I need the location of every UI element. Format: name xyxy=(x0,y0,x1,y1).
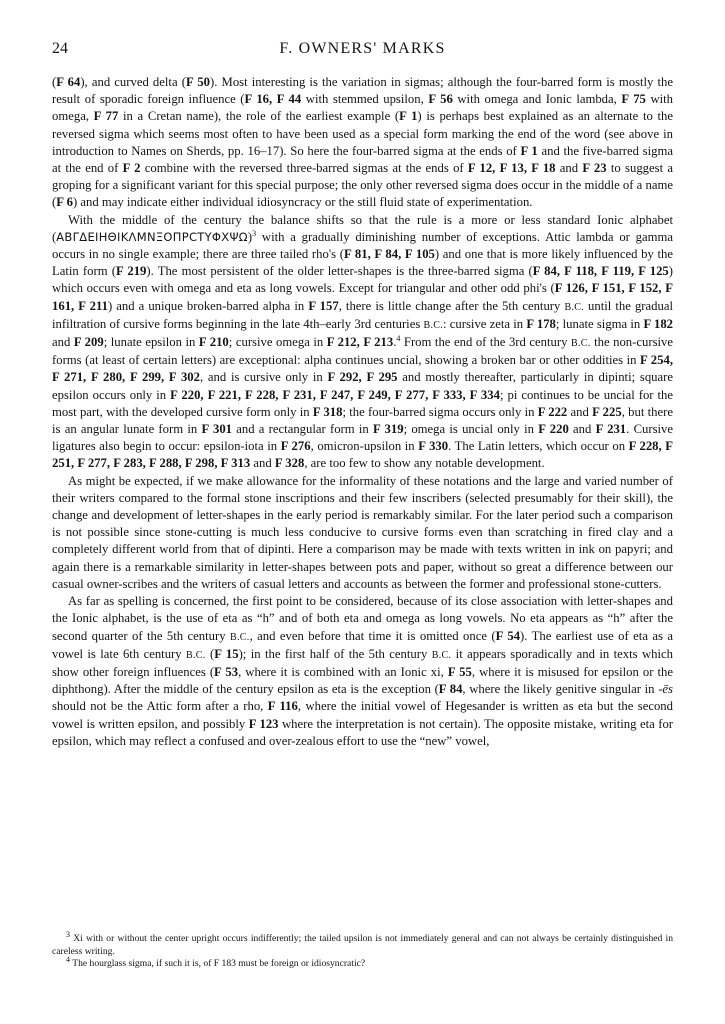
paragraph xyxy=(52,74,673,212)
paragraph xyxy=(52,473,673,593)
text-run: , where it is misused for epsilon or the diphthong). After the middle of the century epsilon as eta is the exception ( xyxy=(52,664,674,697)
catalog-reference: F 254, F 271, F 280, F 299, F 302 xyxy=(52,353,674,385)
text-run: with a gradually diminishing number of exceptions. Attic lambda or gamma occurs in no single example; there are three tailed rho's ( xyxy=(52,229,673,262)
catalog-reference: F 75 xyxy=(621,92,646,107)
catalog-reference: F 231 xyxy=(595,422,627,437)
catalog-reference: F 209 xyxy=(73,335,104,350)
italic-term: -ēs xyxy=(658,682,673,697)
text-run: ; cursive omega in xyxy=(228,335,327,350)
footnote xyxy=(52,955,673,971)
paragraph xyxy=(52,212,673,473)
catalog-reference: F 301 xyxy=(201,422,233,437)
text-run: , where the likely genitive singular in xyxy=(462,682,659,697)
text-run: until the gradual infiltration of cursive forms beginning in the late 4th–early 3rd centuries xyxy=(52,298,673,331)
greek-alphabet: ΑΒΓΔΕΙΗΘΙΚΛΜΝΞΟΠΡϹΤΥΦΧΨΩ xyxy=(56,229,248,244)
catalog-reference: F 318 xyxy=(312,404,343,419)
text-run: As might be expected, if we make allowance for the informality of these notations and the large and varied number of their writers compared to the formal stone inscriptions and their few inscribers (selected presumably for their skill), the change and development of letter-shapes in the early period is remarkably similar. For the later period such a comparison is not possible since stone-cutting is much less conducive to cursive forms even than scratching in fired clay and a completely different world from that of dipinti. Here a comparison may be made with texts written in ink on papyri; and again there is a remarkable similarity in letter-shapes between pots and paper, without so great a difference between our casual owner-scribes and the writers of casual letters and accounts as between the former and professional stone-cutters. xyxy=(52,473,673,591)
era-abbrev: B.C. xyxy=(230,631,250,643)
footnote xyxy=(52,929,673,958)
catalog-reference: F 116 xyxy=(267,699,298,714)
catalog-reference: F 1 xyxy=(399,109,418,124)
catalog-reference: F 84, F 118, F 119, F 125 xyxy=(532,264,669,279)
text-run: and a rectangular form in xyxy=(232,422,373,437)
catalog-reference: F 220, F 221, F 228, F 231, F 247, F 249, F 277, F 333, F 334 xyxy=(170,387,500,402)
catalog-reference: F 54 xyxy=(495,628,521,643)
era-abbrev: B.C. xyxy=(564,301,584,313)
catalog-reference: F 330 xyxy=(418,439,449,454)
catalog-reference: F 64 xyxy=(56,75,81,89)
catalog-reference: F 16, F 44 xyxy=(244,92,302,107)
catalog-reference: F 212, F 213 xyxy=(326,335,394,350)
text-run: the non-cursive forms (at least of certain letters) are exceptional: alpha continues uncial, showing a broken bar or other oddities in xyxy=(52,335,674,368)
text-run: with omega, xyxy=(52,92,674,124)
catalog-reference: F 84 xyxy=(438,682,463,697)
text-run: . Cursive ligatures also begin to occur: epsilon-iota in xyxy=(52,422,674,454)
text-run: ); in the first half of the 5th century xyxy=(238,646,432,661)
footnote-mark: 3 xyxy=(66,929,70,939)
text-run: with stemmed upsilon, xyxy=(301,92,429,107)
text-run: ) which occurs even with omega and eta as long vowels. Except for triangular and other odd phi's ( xyxy=(52,264,673,296)
text-run: . The Latin letters, which occur on xyxy=(448,439,629,454)
text-run: , but there is an angular lunate form in xyxy=(52,404,673,437)
text-run: ( xyxy=(52,75,57,89)
catalog-reference: F 126, F 151, F 152, F 161, F 211 xyxy=(52,281,673,313)
text-run: , omicron-upsilon in xyxy=(310,439,419,454)
text-run: ; lunate epsilon in xyxy=(103,335,199,350)
text-run: : cursive zeta in xyxy=(443,316,527,331)
text-run: . xyxy=(393,335,397,350)
text-run: ) and a unique broken-barred alpha in xyxy=(107,298,309,313)
footnote-ref: 3 xyxy=(252,228,257,238)
era-abbrev: B.C. xyxy=(571,338,591,350)
text-run: and xyxy=(555,161,583,176)
catalog-reference: F 220 xyxy=(538,422,569,437)
text-run: combine with the reversed three-barred sigmas at the ends of xyxy=(140,161,468,176)
catalog-reference: F 319 xyxy=(373,422,404,437)
catalog-reference: F 222 xyxy=(537,404,568,419)
text-run: With the middle of the century the balance shifts so that the rule is a more or less standard Ionic alphabet ( xyxy=(52,212,673,244)
catalog-reference: F 292, F 295 xyxy=(327,370,398,385)
text-run: ). The most persistent of the older letter-shapes is the three-barred sigma ( xyxy=(146,264,533,279)
catalog-reference: F 182 xyxy=(643,316,674,331)
text-run: ), and curved delta ( xyxy=(80,75,186,89)
catalog-reference: F 228, F 251, F 277, F 283, F 288, F 298, F 313 xyxy=(52,439,674,471)
text-run: ) xyxy=(247,229,253,244)
paragraph xyxy=(52,593,673,750)
era-abbrev: B.C. xyxy=(423,319,444,331)
text-run: to suggest a groping for a significant variant for this special purpose; the only other reversed sigma does occur in the middle of a name ( xyxy=(52,161,673,210)
running-head: F. OWNERS' MARKS xyxy=(279,40,446,57)
footnote-mark: 4 xyxy=(66,955,70,964)
catalog-reference: F 55 xyxy=(447,664,472,679)
text-run: where the interpretation is not certain). The opposite mistake, writing eta for epsilon, which may reflect a confused and over-zealous effort to use the “new” vowel, xyxy=(52,716,674,748)
catalog-reference: F 225 xyxy=(592,404,622,419)
text-run: , and even before that time it is omitted once ( xyxy=(249,628,496,643)
text-run: it appears sporadically and in texts which show other foreign influences ( xyxy=(52,646,674,679)
catalog-reference: F 210 xyxy=(198,335,229,350)
footnote-text: The hourglass sigma, if such it is, of F 183 must be foreign or idiosyncratic? xyxy=(70,958,366,970)
text-run: , where it is combined with an Ionic xi, xyxy=(238,664,448,679)
footnotes xyxy=(52,929,673,971)
text-run: in a Cretan name), the role of the earliest example ( xyxy=(118,109,400,124)
text-run: ; omega is uncial only in xyxy=(403,422,539,437)
catalog-reference: F 6 xyxy=(56,195,74,210)
catalog-reference: F 81, F 84, F 105 xyxy=(343,247,435,262)
text-run: and the five-barred sigma at the end of xyxy=(52,143,673,176)
text-run: , there is little change after the 5th century xyxy=(338,298,565,313)
catalog-reference: F 77 xyxy=(93,109,119,124)
text-run: , where the initial vowel of Hegesander is written as eta but the second vowel is written epsilon, and possibly xyxy=(52,699,673,731)
catalog-reference: F 15 xyxy=(214,646,239,661)
text-run: and xyxy=(568,422,596,437)
text-run: ) is perhaps best explained as an alternate to the reversed sigma which seems most often to have been used as a special form marking the end of the word (see above in introduction to Names on Sherds, pp. 16–17). So here the four-barred sigma at the ends of xyxy=(52,109,674,158)
text-run: and xyxy=(250,456,275,471)
text-run: and xyxy=(52,335,74,350)
text-run: ; pi continues to be uncial for the most part, with the developed cursive form only in xyxy=(52,387,673,419)
catalog-reference: F 219 xyxy=(115,264,147,279)
text-run: ). Most interesting is the variation in sigmas; although the four-barred form is mostly the result of sporadic foreign influence ( xyxy=(52,75,674,107)
text-run: and xyxy=(567,404,593,419)
catalog-reference: F 50 xyxy=(185,75,211,89)
catalog-reference: F 56 xyxy=(428,92,453,107)
catalog-reference: F 328 xyxy=(274,456,305,471)
era-abbrev: B.C. xyxy=(186,649,206,661)
text-run: As far as spelling is concerned, the first point to be considered, because of its close association with letter-shapes and the Ionic alphabet, is the use of eta as “h” and of both eta and omega as long vowels. No eta appears as “h” after the second quarter of the 5th century xyxy=(52,594,673,643)
catalog-reference: F 157 xyxy=(308,298,339,313)
catalog-reference: F 53 xyxy=(214,664,239,679)
text-run: should not be the Attic form after a rho, xyxy=(52,699,268,714)
text-run: with omega and Ionic lambda, xyxy=(452,92,622,107)
page-header xyxy=(52,40,673,64)
catalog-reference: F 2 xyxy=(122,161,141,176)
era-abbrev: B.C. xyxy=(431,649,452,661)
catalog-reference: F 123 xyxy=(248,716,279,731)
text-run: From the end of the 3rd century xyxy=(400,335,571,350)
catalog-reference: F 276 xyxy=(280,439,311,454)
footnote-ref: 4 xyxy=(396,333,401,343)
catalog-reference: F 23 xyxy=(582,161,607,176)
text-run: ; the four-barred sigma occurs only in xyxy=(342,404,538,419)
text-run: and mostly thereafter, particularly in dipinti; square epsilon occurs only in xyxy=(52,370,673,402)
footnote-text: Xi with or without the center upright occurs indifferently; the tailed upsilon is not immediately general and can not always be certainly distinguished in careless writing. xyxy=(52,933,673,957)
text-run: , and is cursive only in xyxy=(199,370,328,385)
catalog-reference: F 12, F 13, F 18 xyxy=(467,161,556,176)
text-run: ) and one that is more likely influenced by the Latin form ( xyxy=(52,247,674,279)
text-run: ; lunate sigma in xyxy=(555,316,644,331)
catalog-reference: F 1 xyxy=(520,143,538,158)
text-run: ( xyxy=(205,646,215,661)
text-run: , are too few to show any notable development. xyxy=(304,456,545,471)
text-run: ). The earliest use of eta as a vowel is late 6th century xyxy=(52,628,673,661)
catalog-reference: F 178 xyxy=(526,316,556,331)
body-text xyxy=(52,74,673,750)
text-run: ) and may indicate either individual idiosyncracy or the still fluid state of experimentation. xyxy=(73,195,533,210)
page-number: 24 xyxy=(52,40,68,57)
